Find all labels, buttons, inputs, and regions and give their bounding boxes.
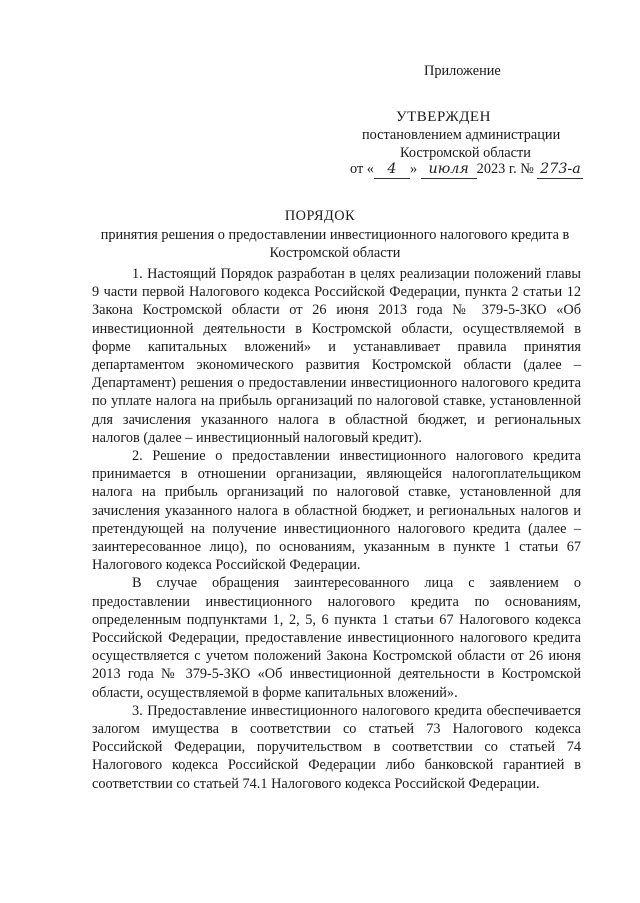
paragraph-3: В случае обращения заинтересованного лица с заявлением о предоставлении инвестиционного налогового кредита по основаниям, определенным подпунктами 1, 2, 5, 6 пункта 1 статьи 67 Налогового кодекса Российской Федерации, предоставление инвестиционного налогового кредита осуществляется с учетом положений Закона Костромской области от 26 июня 2013 года № 379-5-ЗКО «Об инвестиционной деятельности в Костромской области, осуществляемой в форме капитальных вложений». (92, 575, 581, 701)
paragraph-1: 1. Настоящий Порядок разработан в целях реализации положений главы 9 части первой Налогового кодекса Российской Федерации, пункта 2 статьи 12 Закона Костромской области от 26 июня 2013 года № 379-5-ЗКО «Об инвестиционной деятельности в Костромской области, осуществляемой в форме капитальных вложений» и устанавливает правила принятия департаментом экономического развития Костромской области (далее – Департамент) решения о предоставлении инвестиционного налогового кредита по уплате налога на прибыль организаций по налоговой ставке, установленной для зачисления указанного налога в областной бюджет, и региональных налогов (далее – инвестиционный налоговый кредит). (92, 266, 581, 446)
paragraph-4: 3. Предоставление инвестиционного налогового кредита обеспечивается залогом имущества в соответствии со статьей 73 Налогового кодекса Российской Федерации, поручительством в соответствии со статьей 74 Налогового кодекса Российской Федерации либо банковской гарантией в соответствии со статьей 74.1 Налогового кодекса Российской Федерации. (92, 702, 581, 792)
appendix-label: Приложение (424, 63, 501, 79)
date-prefix: от « (350, 161, 374, 177)
document-title: ПОРЯДОК (284, 208, 356, 224)
document-body (92, 265, 581, 793)
year-text: 2023 г. № (476, 161, 534, 177)
handwritten-number: 273-а (537, 160, 583, 179)
handwritten-day: 4 (374, 160, 410, 179)
date-mid: » (409, 161, 418, 177)
paragraph-2: 2. Решение о предоставлении инвестиционного налогового кредита принимается в отношении организации, являющейся налогоплательщиком налога на прибыль организаций по налоговой ставке, установленной для зачисления указанного налога в областной бюджет, и региональных налогов и претендующей на получение инвестиционного налогового кредита (далее – заинтересованное лицо), по основаниям, указанным в пункте 1 статьи 67 Налогового кодекса Российской Федерации. (92, 448, 581, 574)
handwritten-month: июля (421, 160, 477, 179)
approved-stamp-text: УТВЕРЖДЕН (396, 109, 491, 125)
resolution-date-line (350, 160, 583, 179)
region-line: Костромской области (400, 145, 531, 161)
document-subtitle: принятия решения о предоставлении инвестиционного налогового кредита в Костромской области (100, 227, 570, 262)
approved-by-line: постановлением администрации (362, 127, 561, 143)
